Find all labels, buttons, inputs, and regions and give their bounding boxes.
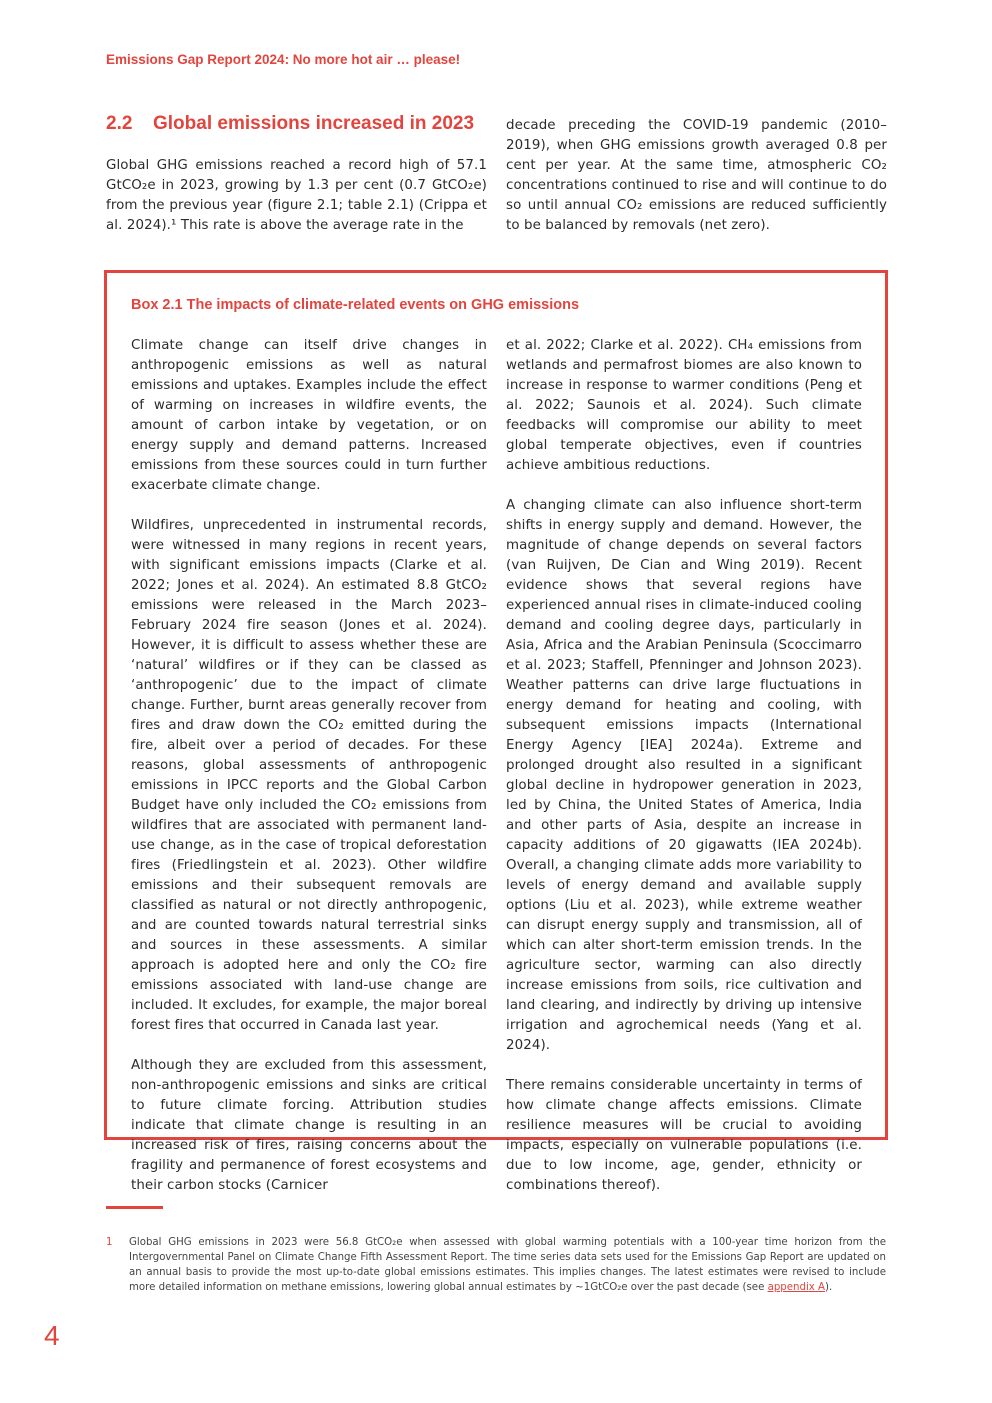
box-column-left	[131, 336, 487, 1196]
footnote-closing: ).	[825, 1282, 833, 1293]
section-number: 2.2	[106, 113, 133, 134]
footnote-divider	[106, 1206, 163, 1209]
footnote-text-block	[129, 1235, 886, 1295]
box-paragraph: Climate change can itself drive changes in anthropogenic emissions as well as natural emissions and uptakes. Examples include the effect of warming on increases in wildfire events, the amount of carbon intake by vegetation, or on energy supply and demand patterns. Increased emissions from these sources could in turn further exacerbate climate change.	[131, 338, 487, 493]
intro-paragraph-right: decade preceding the COVID-19 pandemic (2010–2019), when GHG emissions growth averaged 0.8 per cent per year. At the same time, atmospheric CO₂ concentrations continued to rise and will continue to do so until annual CO₂ emissions are reduced sufficiently to be balanced by removals (net zero).	[506, 118, 887, 233]
footnote-number: 1	[106, 1237, 113, 1248]
box-paragraph: Although they are excluded from this assessment, non-anthropogenic emissions and sinks are critical to future climate forcing. Attribution studies indicate that climate change is resulting in an increased risk of fires, raising concerns about the fragility and permanence of forest ecosystems and their carbon stocks (Carnicer	[131, 1058, 487, 1193]
section-title: Global emissions increased in 2023	[153, 113, 475, 134]
box-paragraph: Wildfires, unprecedented in instrumental records, were witnessed in many regions in recent years, with significant emissions impacts (Clarke et al. 2022; Jones et al. 2024). An estimated 8.8 GtCO₂ emissions were released in the March 2023–February 2024 fire season (Jones et al. 2024). However, it is difficult to assess whether these are ‘natural’ wildfires or if they can be classed as ‘anthropogenic’ due to the impact of climate change. Further, burnt areas generally recover from fires and draw down the CO₂ emitted during the fire, albeit over a period of decades. For these reasons, global assessments of anthropogenic emissions in IPCC reports and the Global Carbon Budget have only included the CO₂ emissions from wildfires that are associated with permanent land-use change, as in the case of tropical deforestation fires (Friedlingstein et al. 2023). Other wildfire emissions and their subsequent removals are classified as natural or not directly anthropogenic, and are counted towards natural terrestrial sinks and sources in these assessments. A similar approach is adopted here and only the CO₂ fire emissions associated with land-use change are included. It excludes, for example, the major boreal forest fires that occurred in Canada last year.	[131, 518, 487, 1033]
appendix-link[interactable]: appendix A	[767, 1282, 826, 1293]
box-paragraph: A changing climate can also influence short-term shifts in energy supply and demand. However, the magnitude of change depends on several factors (van Ruijven, De Cian and Wing 2019). Recent evidence shows that several regions have experienced annual rises in climate-induced cooling demand and cooling degree days, particularly in Asia, Africa and the Arabian Peninsula (Scoccimarro et al. 2023; Staffell, Pfenninger and Johnson 2023). Weather patterns can drive large fluctuations in energy demand for heating and cooling, with subsequent emissions impacts (International Energy Agency [IEA] 2024a). Extreme and prolonged drought also resulted in a significant global decline in hydropower generation in 2023, led by China, the United States of America, India and other parts of Asia, despite an increase in capacity additions of 20 gigawatts (IEA 2024b). Overall, a changing climate adds more variability to levels of energy demand and available supply options (Liu et al. 2023), while extreme weather can disrupt energy supply and transmission, all of which can alter short-term emission trends. In the agriculture sector, warming can also directly increase emissions from soils, rice cultivation and land clearing, and indirectly by driving up intensive irrigation and agrochemical needs (Yang et al. 2024).	[506, 498, 862, 1053]
box-title: Box 2.1 The impacts of climate-related events on GHG emissions	[131, 297, 580, 313]
page-number: 4	[44, 1320, 60, 1351]
box-paragraph: et al. 2022; Clarke et al. 2022). CH₄ emissions from wetlands and permafrost biomes are also known to increase in response to warmer conditions (Peng et al. 2022; Saunois et al. 2024). Such climate feedbacks will compromise our ability to meet global temperate objectives, even if countries achieve ambitious reductions.	[506, 338, 862, 473]
intro-paragraph-left: Global GHG emissions reached a record high of 57.1 GtCO₂e in 2023, growing by 1.3 per cent (0.7 GtCO₂e) from the previous year (figure 2.1; table 2.1) (Crippa et al. 2024).¹ This rate is above the average rate in the	[106, 158, 487, 233]
footnote-text: Global GHG emissions in 2023 were 56.8 GtCO₂e when assessed with global warming potentials with a 100-year time horizon from the Intergovernmental Panel on Climate Change Fifth Assessment Report. The time series data sets used for the Emissions Gap Report are updated on an annual basis to provide the most up-to-date global emissions estimates. This implies changes. The latest estimates were revised to include more detailed information on methane emissions, lowering global annual estimates by ~1GtCO₂e over the past decade (see	[129, 1237, 886, 1293]
footnote	[106, 1235, 886, 1295]
section-heading	[106, 113, 491, 135]
box-column-right	[506, 336, 862, 1196]
box-paragraph: There remains considerable uncertainty in terms of how climate change affects emissions. Climate resilience measures will be crucial to avoiding impacts, especially on vulnerable populations (i.e. due to low income, age, gender, ethnicity or combinations thereof).	[506, 1078, 862, 1193]
running-header: Emissions Gap Report 2024: No more hot air … please!	[106, 52, 461, 67]
